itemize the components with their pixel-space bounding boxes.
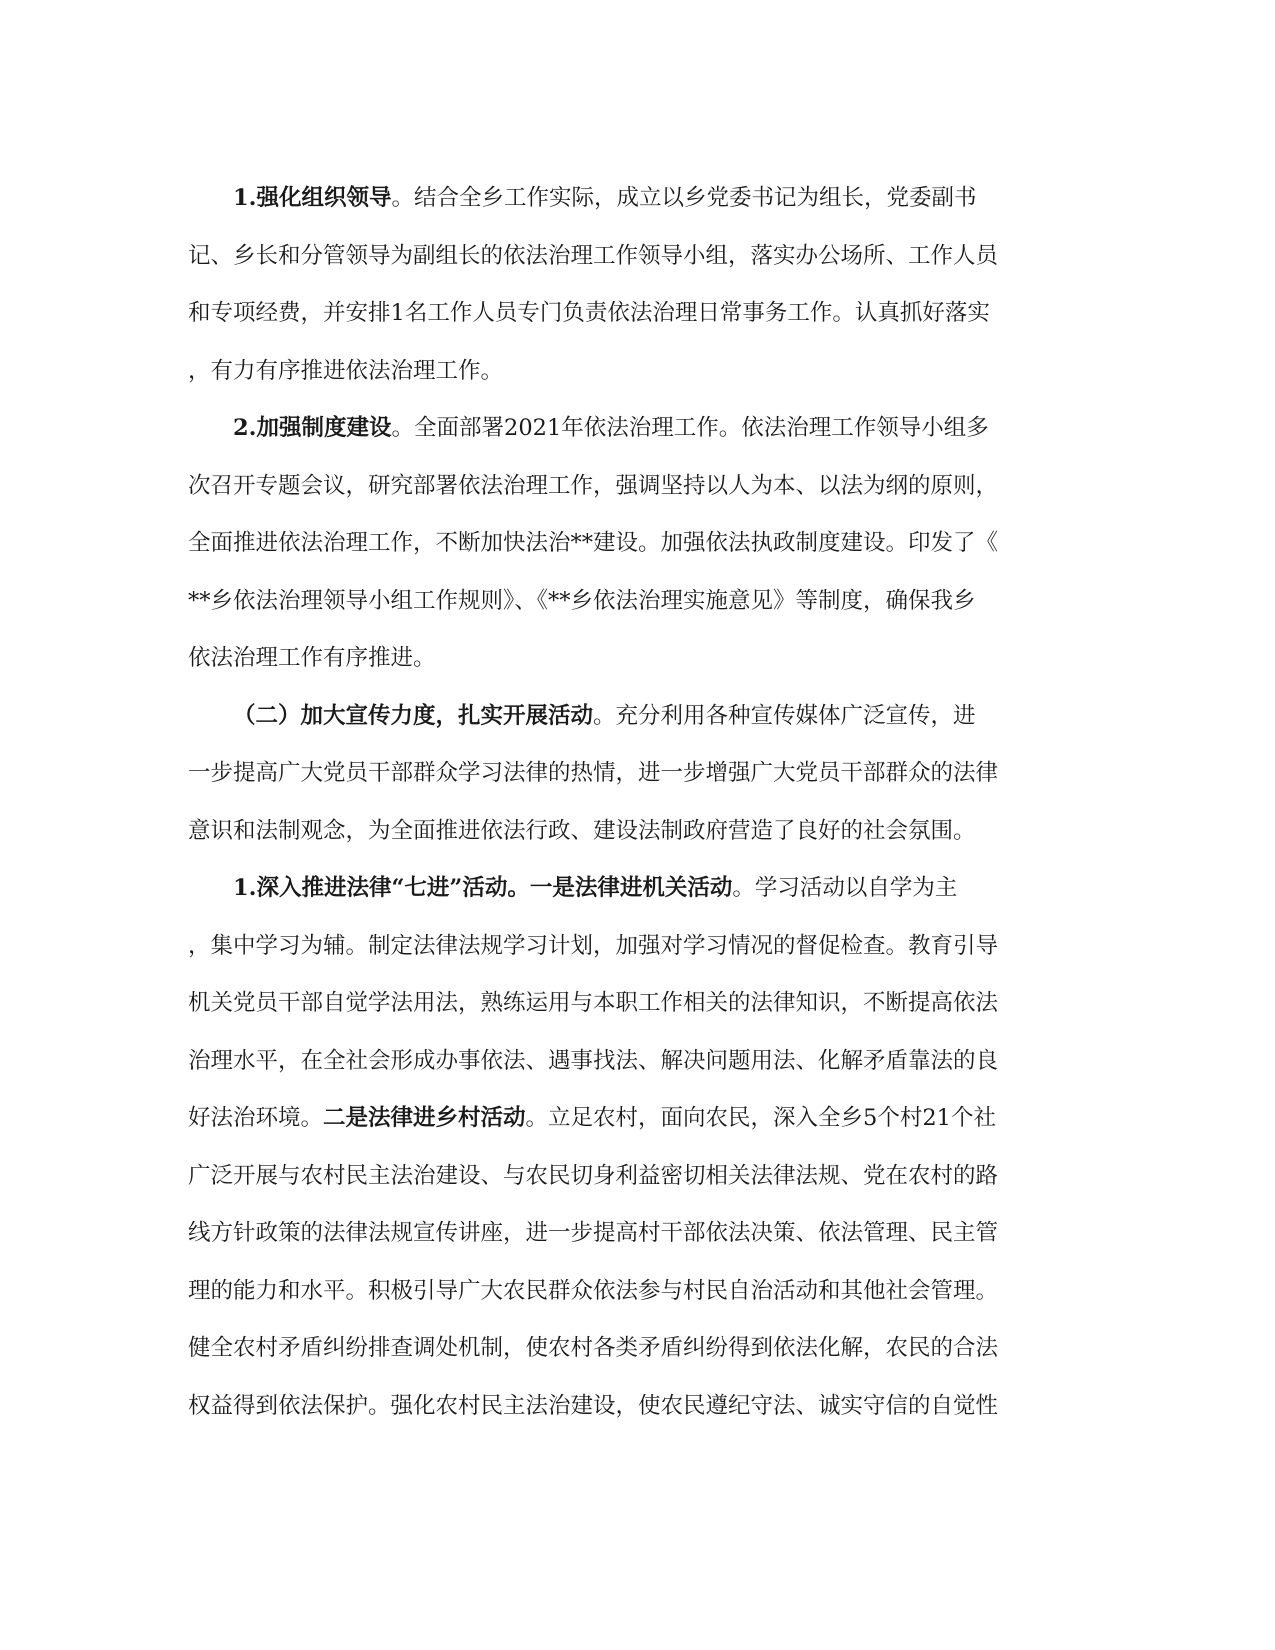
body-text: 线方针政策的法律法规宣传讲座，进一步提高村干部依法决策、依法管理、民主管 <box>188 1220 999 1246</box>
body-text: **乡依法治理领导小组工作规则》、《**乡依法治理实施意见》等制度，确保我乡 <box>188 587 976 614</box>
text-line <box>188 1263 1088 1321</box>
body-text: 好法治环境。 <box>188 1105 324 1131</box>
body-text: 。立足农村，面向农民，深入全乡5个村21个社 <box>525 1105 996 1131</box>
body-text: 记、乡长和分管领导为副组长的依法治理工作领导小组，落实办公场所、工作人员 <box>188 242 999 269</box>
text-line <box>188 630 1088 688</box>
bold-heading-text: 2.加强制度建设 <box>233 415 392 441</box>
text-line <box>188 745 1088 803</box>
text-line <box>188 1378 1088 1436</box>
text-line <box>188 400 1088 458</box>
text-line <box>188 170 1088 228</box>
document-body <box>188 170 1088 1435</box>
text-line <box>188 1320 1088 1378</box>
text-line <box>188 1033 1088 1091</box>
body-text: 。全面部署2021年依法治理工作。依法治理工作领导小组多 <box>391 415 989 441</box>
text-line <box>188 860 1088 918</box>
bold-heading-text: 1.强化组织领导 <box>233 185 392 211</box>
body-text: 和专项经费，并安排1名工作人员专门负责依法治理日常事务工作。认真抓好落实 <box>188 300 990 326</box>
bold-heading-text: 1.深入推进法律“七进”活动。一是法律进机关活动 <box>233 875 733 901</box>
body-text: 治理水平，在全社会形成办事依法、遇事找法、解决问题用法、化解矛盾靠法的良 <box>188 1047 999 1074</box>
body-text: 广泛开展与农村民主法治建设、与农民切身利益密切相关法律法规、党在农村的路 <box>188 1162 999 1189</box>
body-text: 健全农村矛盾纠纷排查调处机制，使农村各类矛盾纠纷得到依法化解，农民的合法 <box>188 1335 999 1361</box>
text-line <box>188 573 1088 631</box>
body-text: ，集中学习为辅。制定法律法规学习计划，加强对学习情况的督促检查。教育引导 <box>188 932 999 959</box>
bold-heading-text: 二是法律进乡村活动 <box>323 1105 526 1131</box>
body-text: 。结合全乡工作实际，成立以乡党委书记为组长，党委副书 <box>391 185 977 211</box>
bold-heading-text: （二）加大宣传力度，扎实开展活动 <box>233 702 594 729</box>
body-text: 一步提高广大党员干部群众学习法律的热情，进一步增强广大党员干部群众的法律 <box>188 760 999 786</box>
text-line <box>188 458 1088 516</box>
text-line <box>188 228 1088 286</box>
body-text: 权益得到依法保护。强化农村民主法治建设，使农民遵纪守法、诚实守信的自觉性 <box>188 1392 999 1419</box>
text-line <box>188 803 1088 861</box>
text-line <box>188 285 1088 343</box>
body-text: 。充分利用各种宣传媒体广泛宣传，进 <box>593 702 976 729</box>
text-line <box>188 1090 1088 1148</box>
body-text: 意识和法制观念，为全面推进依法行政、建设法制政府营造了良好的社会氛围。 <box>188 817 976 844</box>
body-text: 全面推进依法治理工作，不断加快法治**建设。加强依法执政制度建设。印发了《 <box>188 530 999 556</box>
body-text: 。学习活动以自学为主 <box>732 875 958 901</box>
text-line <box>188 1205 1088 1263</box>
body-text: ，有力有序推进依法治理工作。 <box>188 357 504 384</box>
body-text: 机关党员干部自觉学法用法，熟练运用与本职工作相关的法律知识，不断提高依法 <box>188 990 999 1016</box>
body-text: 理的能力和水平。积极引导广大农民群众依法参与村民自治活动和其他社会管理。 <box>188 1277 999 1304</box>
text-line <box>188 918 1088 976</box>
body-text: 次召开专题会议，研究部署依法治理工作，强调坚持以人为本、以法为纲的原则， <box>188 472 999 499</box>
text-line <box>188 343 1088 401</box>
text-line <box>188 688 1088 746</box>
text-line <box>188 975 1088 1033</box>
text-line <box>188 1148 1088 1206</box>
body-text: 依法治理工作有序推进。 <box>188 645 436 671</box>
text-line <box>188 515 1088 573</box>
